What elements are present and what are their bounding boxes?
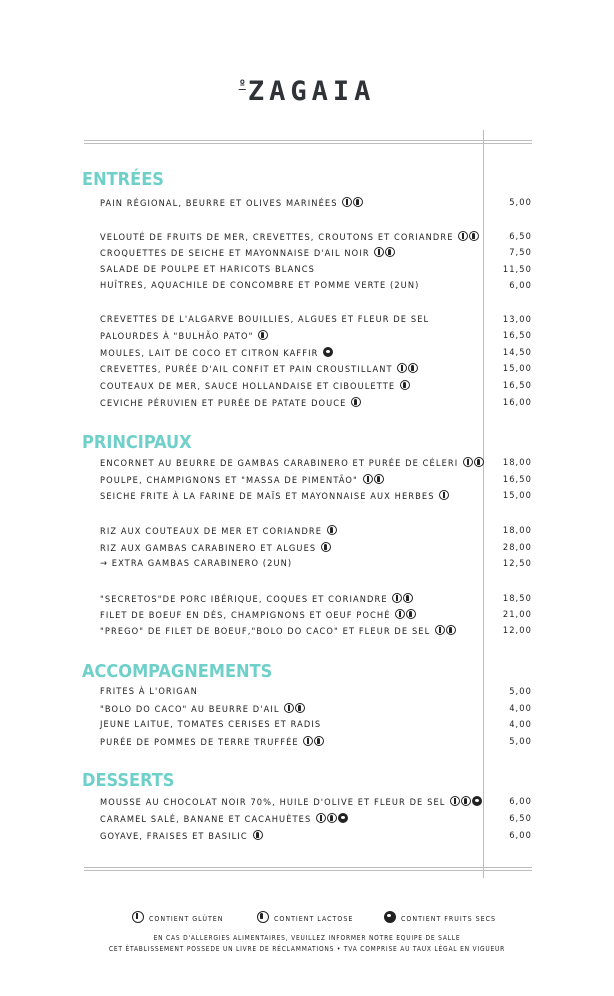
dish-line	[100, 347, 333, 359]
dish-name: PAIN RÉGIONAL, BEURRE ET OLIVES MARINÉES	[100, 198, 338, 209]
dish-line	[100, 264, 315, 275]
dish-price: 18,00	[502, 525, 532, 536]
dish-name: RIZ AUX COUTEAUX DE MER ET CORIANDRE	[100, 526, 323, 537]
dish-price: 5,00	[509, 197, 532, 208]
lactose-icon	[469, 231, 479, 241]
dish-price: 15,00	[502, 363, 532, 374]
dish-line	[100, 625, 456, 637]
gluten-icon	[132, 911, 144, 923]
lactose-icon	[258, 330, 268, 340]
gluten-icon	[450, 796, 460, 806]
lactose-icon	[385, 247, 395, 257]
dish-price: 16,50	[502, 474, 532, 485]
dish-name: ENCORNET AU BEURRE DE GAMBAS CARABINERO ET PURÉE DE CÉLERI	[100, 458, 459, 469]
dish-price: 14,50	[502, 347, 532, 358]
menu-item	[100, 525, 532, 539]
dish-line	[100, 796, 482, 808]
gluten-icon	[463, 457, 473, 467]
gluten-icon	[342, 197, 352, 207]
menu-item	[100, 397, 532, 411]
dish-name: SALADE DE POULPE ET HARICOTS BLANCS	[100, 264, 315, 275]
dish-line	[100, 719, 321, 730]
lactose-icon	[406, 609, 416, 619]
menu-item	[100, 813, 532, 827]
dish-name: CREVETTES DE L'ALGARVE BOUILLIES, ALGUES ET FLEUR DE SEL	[100, 314, 430, 325]
gluten-icon	[435, 625, 445, 635]
menu-item	[100, 363, 532, 377]
dish-price: 6,00	[509, 280, 532, 291]
dish-price: 7,50	[509, 247, 532, 258]
legend-label: CONTIENT GLÚTEN	[149, 915, 224, 923]
menu-item	[100, 593, 532, 607]
dish-name: HUÎTRES, AQUACHILE DE CONCOMBRE ET POMME VERTE (2UN)	[100, 280, 420, 291]
gluten-icon	[395, 609, 405, 619]
dish-price: 16,50	[502, 330, 532, 341]
dish-line	[100, 247, 395, 259]
menu-item	[100, 609, 532, 623]
dish-price: 5,00	[509, 736, 532, 747]
lactose-icon	[351, 397, 361, 407]
dish-line	[100, 231, 479, 243]
lactose-icon	[295, 703, 305, 713]
section-title: PRINCIPAUX	[82, 432, 192, 453]
dish-line	[100, 542, 331, 554]
nuts-icon	[384, 911, 396, 923]
logo-name: ZAGAIA	[247, 76, 376, 107]
dish-price: 11,50	[502, 264, 532, 275]
menu-item	[100, 314, 532, 328]
dish-name: PALOURDES À "BULHÃO PATO"	[100, 331, 254, 342]
lactose-icon	[403, 593, 413, 603]
dish-price: 21,00	[502, 609, 532, 620]
dish-line	[100, 474, 384, 486]
gluten-icon	[316, 813, 326, 823]
dish-line	[100, 330, 268, 342]
dish-line	[100, 490, 449, 502]
dish-line	[100, 380, 410, 392]
menu-item	[100, 558, 532, 572]
gluten-icon	[458, 231, 468, 241]
dish-name: POULPE, CHAMPIGNONS ET "MASSA DE PIMENTÃO"	[100, 475, 358, 486]
dish-name: CROQUETTES DE SEICHE ET MAYONNAISE D'AIL NOIR	[100, 248, 370, 259]
lactose-icon	[253, 830, 263, 840]
dish-price: 6,00	[509, 796, 532, 807]
dish-name: VELOUTÉ DE FRUITS DE MER, CREVETTES, CROUTONS ET CORIANDRE	[100, 232, 454, 243]
legend-gluten	[131, 911, 223, 923]
dish-name: SEICHE FRITE À LA FARINE DE MAÏS ET MAYONNAISE AUX HERBES	[100, 491, 435, 502]
dish-name: → EXTRA GAMBAS CARABINERO (2UN)	[100, 558, 293, 569]
dish-line	[100, 397, 361, 409]
dish-price: 16,50	[502, 380, 532, 391]
dish-line	[100, 525, 337, 537]
gluten-icon	[439, 490, 449, 500]
menu-item	[100, 247, 532, 261]
dish-price: 6,50	[509, 231, 532, 242]
section-title: DESSERTS	[82, 770, 175, 791]
menu-item	[100, 231, 532, 245]
lactose-icon	[257, 911, 269, 923]
dish-price: 12,00	[502, 625, 532, 636]
dish-price: 15,00	[502, 490, 532, 501]
menu-item	[100, 280, 532, 294]
dish-line	[100, 736, 324, 748]
menu-item	[100, 457, 532, 471]
dish-name: RIZ AUX GAMBAS CARABINERO ET ALGUES	[100, 543, 317, 554]
dish-name: MOULES, LAIT DE COCO ET CITRON KAFFIR	[100, 348, 319, 359]
section-title: ACCOMPAGNEMENTS	[82, 661, 273, 682]
dish-price: 4,00	[509, 703, 532, 714]
legend-label: CONTIENT FRUITS SECS	[401, 915, 496, 923]
dish-line	[100, 363, 418, 375]
dish-line	[100, 813, 348, 825]
dish-price: 4,00	[509, 719, 532, 730]
nuts-icon	[323, 347, 333, 357]
dish-name: CEVICHE PÉRUVIEN ET PURÉE DE PATATE DOUCE	[100, 398, 347, 409]
dish-line	[100, 197, 363, 209]
dish-line	[100, 686, 198, 697]
dish-name: MOUSSE AU CHOCOLAT NOIR 70%, HUILE D'OLIVE ET FLEUR DE SEL	[100, 797, 446, 808]
dish-price: 12,50	[502, 558, 532, 569]
gluten-icon	[397, 363, 407, 373]
restaurant-logo	[0, 76, 614, 107]
menu-item	[100, 796, 532, 810]
menu-item	[100, 197, 532, 211]
menu-item	[100, 347, 532, 361]
bottom-rule-2	[84, 870, 532, 871]
lactose-icon	[327, 813, 337, 823]
dish-price: 18,00	[502, 457, 532, 468]
dish-name: "PREGO" DE FILET DE BOEUF,"BOLO DO CACO" ET FLEUR DE SEL	[100, 626, 431, 637]
lactose-icon	[400, 380, 410, 390]
lactose-icon	[353, 197, 363, 207]
lactose-icon	[408, 363, 418, 373]
dish-price: 28,00	[502, 542, 532, 553]
nuts-icon	[472, 796, 482, 806]
dish-name: FRITES À L'ORIGAN	[100, 686, 198, 697]
lactose-icon	[374, 474, 384, 484]
allergy-notice: EN CAS D'ALLERGIES ALIMENTAIRES, VEUILLEZ INFORMER NOTRE EQUIPE DE SALLE	[153, 934, 461, 942]
lactose-icon	[461, 796, 471, 806]
top-rule-2	[84, 143, 532, 144]
dish-line	[100, 314, 429, 325]
menu-item	[100, 830, 532, 844]
nuts-icon	[338, 813, 348, 823]
menu-item	[100, 719, 532, 733]
dish-name: PURÉE DE POMMES DE TERRE TRUFFÉE	[100, 737, 299, 748]
menu-item	[100, 703, 532, 717]
legend-lactose	[256, 911, 353, 923]
dish-name: GOYAVE, FRAISES ET BASILIC	[100, 831, 248, 842]
dish-line	[100, 457, 484, 469]
menu-item	[100, 264, 532, 278]
gluten-icon	[374, 247, 384, 257]
dish-line	[100, 830, 263, 842]
dish-name: CARAMEL SALÉ, BANANE ET CACAHUÈTES	[100, 814, 312, 825]
dish-price: 18,50	[502, 593, 532, 604]
lactose-icon	[327, 525, 337, 535]
dish-line	[100, 609, 416, 621]
menu-item	[100, 686, 532, 700]
lactose-icon	[446, 625, 456, 635]
legend-nuts	[383, 911, 496, 923]
bottom-rule	[84, 867, 532, 868]
logo-prefix: º	[238, 77, 246, 91]
dish-name: JEUNE LAITUE, TOMATES CERISES ET RADIS	[100, 719, 322, 730]
dish-price: 5,00	[509, 686, 532, 697]
gluten-icon	[392, 593, 402, 603]
dish-price: 13,00	[502, 314, 532, 325]
legal-notice: CET ÉTABLISSEMENT POSSEDE UN LIVRE DE RÉCLAMMATIONS • TVA COMPRISE AU TAUX LÉGAL EN VIGUEUR	[108, 945, 506, 953]
menu-item	[100, 490, 532, 504]
dish-name: FILET DE BOEUF EN DÉS, CHAMPIGNONS ET OEUF POCHÉ	[100, 610, 391, 621]
dish-name: "SECRETOS"DE PORC IBÉRIQUE, COQUES ET CORIANDRE	[100, 594, 388, 605]
lactose-icon	[474, 457, 484, 467]
section-title: ENTRÉES	[82, 169, 164, 190]
dish-line	[100, 558, 292, 569]
menu-item	[100, 330, 532, 344]
dish-name: COUTEAUX DE MER, SAUCE HOLLANDAISE ET CIBOULETTE	[100, 381, 396, 392]
gluten-icon	[284, 703, 294, 713]
menu-item	[100, 542, 532, 556]
dish-price: 16,00	[502, 397, 532, 408]
dish-line	[100, 280, 419, 291]
menu-item	[100, 736, 532, 750]
menu-item	[100, 380, 532, 394]
dish-price: 6,50	[509, 813, 532, 824]
lactose-icon	[314, 736, 324, 746]
lactose-icon	[321, 542, 331, 552]
gluten-icon	[363, 474, 373, 484]
menu-item	[100, 474, 532, 488]
dish-name: "BOLO DO CACO" AU BEURRE D'AIL	[100, 704, 280, 715]
dish-price: 6,00	[509, 830, 532, 841]
menu-item	[100, 625, 532, 639]
dish-line	[100, 593, 413, 605]
gluten-icon	[303, 736, 313, 746]
top-rule	[84, 140, 532, 141]
legend-label: CONTIENT LACTOSE	[274, 915, 354, 923]
dish-name: CREVETTES, PURÉE D'AIL CONFIT ET PAIN CROUSTILLANT	[100, 364, 393, 375]
dish-line	[100, 703, 305, 715]
